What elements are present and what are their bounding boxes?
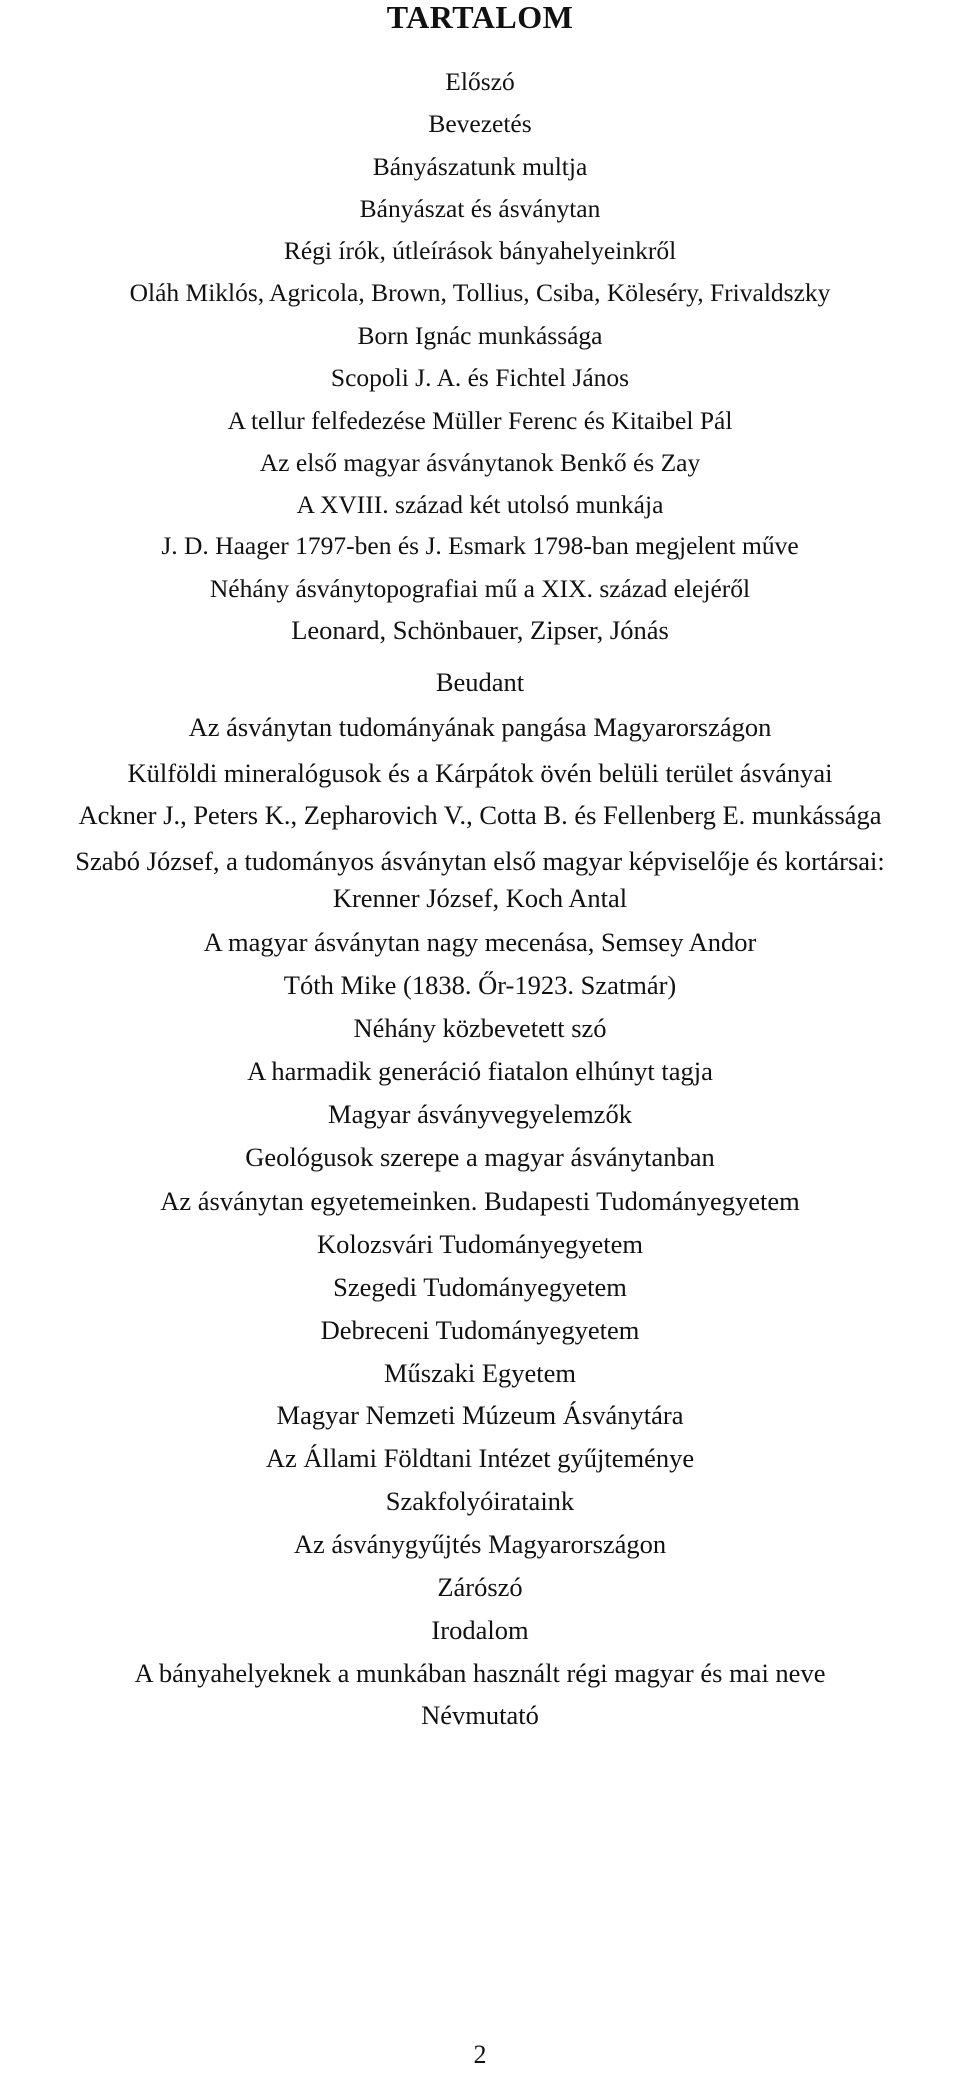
toc-entry: A XVIII. század két utolsó munkája: [296, 490, 664, 519]
toc-entry: Oláh Miklós, Agricola, Brown, Tollius, Csiba, Köleséry, Frivaldszky: [129, 278, 831, 307]
toc-entry: Debreceni Tudományegyetem: [320, 1315, 640, 1345]
toc-entry: Bányászatunk multja: [372, 152, 588, 181]
toc-entry: Geológusok szerepe a magyar ásványtanban: [245, 1142, 715, 1172]
toc-entry: J. D. Haager 1797-ben és J. Esmark 1798-ban megjelent műve: [161, 531, 799, 560]
toc-entry: Néhány közbevetett szó: [353, 1013, 607, 1043]
toc-entry: Előszó: [445, 67, 515, 96]
toc-entry: Az ásványtan tudományának pangása Magyarországon: [188, 712, 772, 742]
toc-entry: Zárószó: [437, 1572, 523, 1602]
toc-entry: Bevezetés: [428, 109, 532, 138]
toc-entry: Az Állami Földtani Intézet gyűjteménye: [265, 1443, 695, 1473]
toc-entry: A bányahelyeknek a munkában használt régi magyar és mai neve: [134, 1658, 826, 1688]
toc-entry: Szakfolyóirataink: [385, 1486, 575, 1516]
toc-entry: Magyar Nemzeti Múzeum Ásványtára: [276, 1400, 684, 1430]
toc-entry: Az ásványgyűjtés Magyarországon: [293, 1529, 667, 1559]
toc-entry: A magyar ásványtan nagy mecenása, Semsey Andor: [203, 927, 757, 957]
toc-entry: Szabó József, a tudományos ásványtan első magyar képviselője és kortársai:: [75, 846, 885, 876]
toc-entry: Kolozsvári Tudományegyetem: [316, 1229, 644, 1259]
toc-entry: Az ásványtan egyetemeinken. Budapesti Tudományegyetem: [160, 1186, 800, 1216]
toc-entry: Born Ignác munkássága: [357, 321, 603, 350]
toc-entry: Krenner József, Koch Antal: [332, 883, 628, 913]
toc-entry: Leonard, Schönbauer, Zipser, Jónás: [291, 615, 669, 645]
toc-entry: Magyar ásványvegyelemzők: [328, 1099, 632, 1129]
toc-entry: A harmadik generáció fiatalon elhúnyt tagja: [247, 1056, 713, 1086]
toc-entry: Ackner J., Peters K., Zepharovich V., Cotta B. és Fellenberg E. munkássága: [78, 800, 882, 830]
toc-entry: Beudant: [435, 667, 525, 697]
toc-entry: Bányászat és ásványtan: [359, 194, 601, 223]
toc-entry: Régi írók, útleírások bányahelyeinkről: [283, 236, 677, 265]
toc-entry: Műszaki Egyetem: [383, 1358, 577, 1388]
toc-entry: Scopoli J. A. és Fichtel János: [330, 363, 630, 392]
toc-entry: Tóth Mike (1838. Őr-1923. Szatmár): [283, 970, 677, 1000]
toc-entry: Névmutató: [421, 1700, 539, 1730]
toc-entry: Az első magyar ásványtanok Benkő és Zay: [259, 448, 701, 477]
toc-entry: Külföldi mineralógusok és a Kárpátok övén belüli terület ásványai: [127, 758, 833, 788]
toc-entry: A tellur felfedezése Müller Ferenc és Kitaibel Pál: [227, 406, 733, 435]
toc-entry: Néhány ásványtopografiai mű a XIX. század elejéről: [209, 574, 751, 603]
page-number: 2: [473, 2040, 487, 2069]
toc-entry: Irodalom: [431, 1615, 529, 1645]
page-title: TARTALOM: [386, 0, 574, 35]
toc-entry: Szegedi Tudományegyetem: [333, 1272, 627, 1302]
